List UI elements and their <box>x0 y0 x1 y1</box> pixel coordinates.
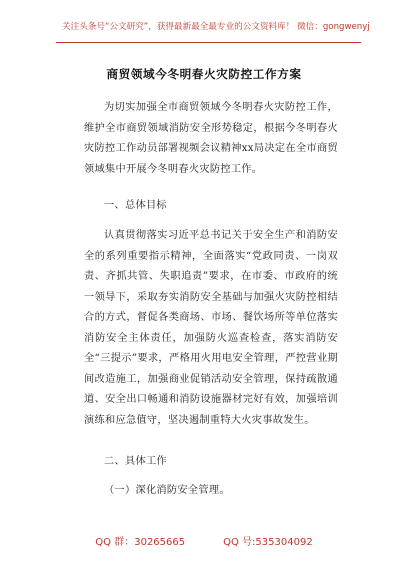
header-banner: 关注头条号“公文研究”，获得最新最全最专业的公文资料库！ 微信：gongwenyj <box>62 22 370 32</box>
footer-qq-group: QQ 群：30265665 <box>95 537 186 548</box>
document-title: 商贸领域今冬明春火灾防控工作方案 <box>106 67 302 81</box>
section-heading-work: 二、具体工作 <box>104 456 167 467</box>
footer-qq-number: QQ 号:535304092 <box>223 537 313 548</box>
header-divider <box>56 42 361 43</box>
intro-paragraph: 为切实加强全市商贸领域今冬明春火灾防控工作，维护全市商贸领域消防安全形势稳定，根据今冬明春火灾防控工作动员部署视频会议精神xx局决定在全市商贸领域集中开展今冬明春火灾防控工作。 <box>84 102 338 175</box>
subsection-heading-management: （一）深化消防安全管理。 <box>104 485 230 496</box>
footer-contact <box>0 533 408 548</box>
section-heading-goals: 一、总体目标 <box>104 200 167 211</box>
goals-paragraph: 认真贯彻落实习近平总书记关于安全生产和消防安全的系列重要指示精神，全面落实“党政同责、一岗双责、齐抓共管、失职追责”要求，在市委、市政府的统一领导下，采取夯实消防安全基础与加强火灾防控相结合的方式，督促各类商场、市场、餐饮场所等单位落实消防安全主体责任，加强防火巡查检查，落实消防安全“三提示”要求，严格用火用电安全管理，严控营业期间改造施工，加强商业促销活动安全管理，保持疏散通道、安全出口畅通和消防设施器材完好有效，加强培训演练和应急值守，坚决遏制重特大火灾事故发生。 <box>84 230 338 426</box>
